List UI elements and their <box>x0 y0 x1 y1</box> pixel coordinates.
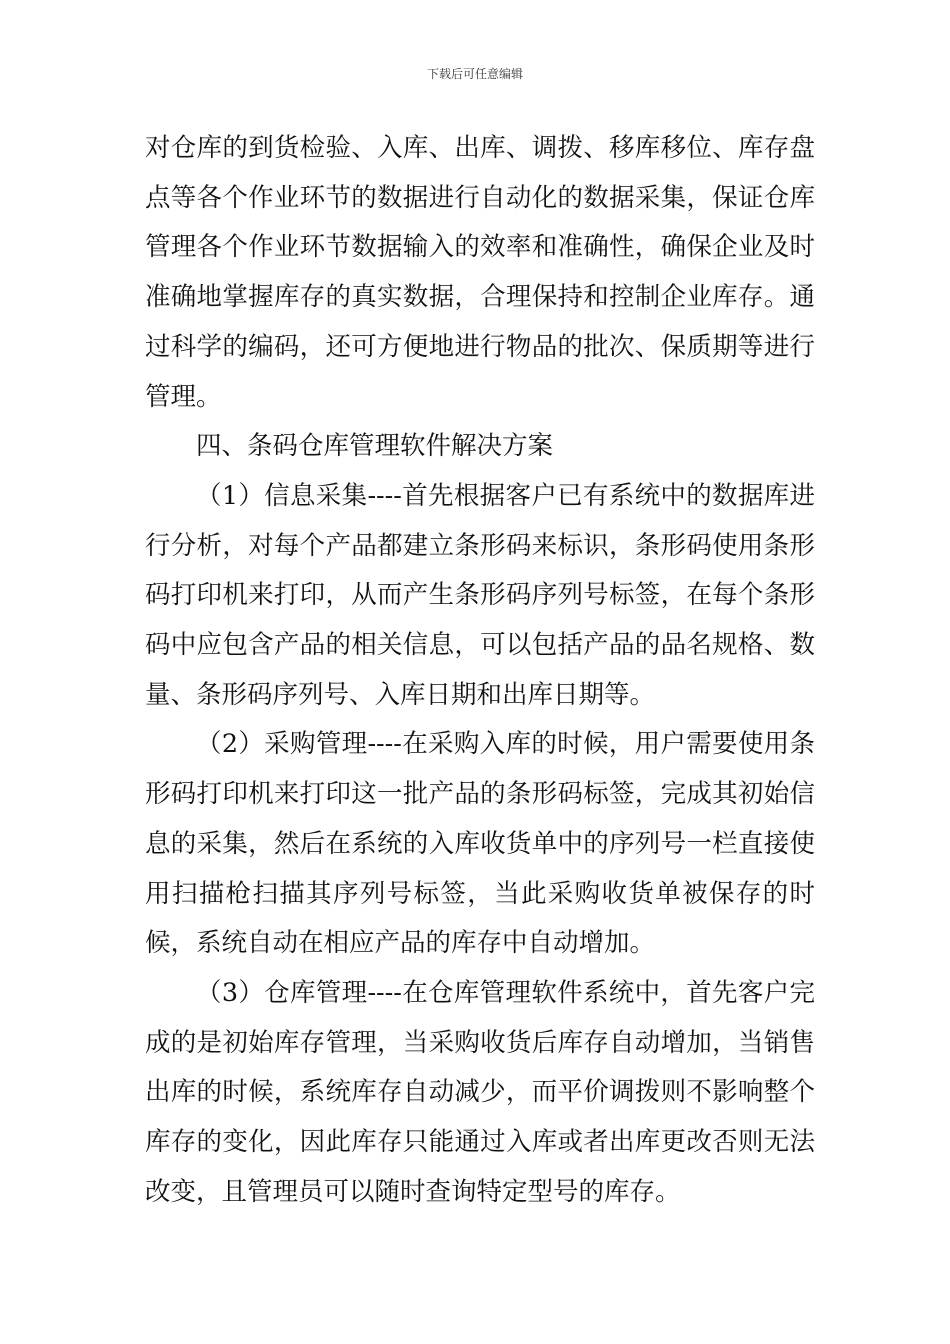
paragraph-item-1: （1）信息采集----首先根据客户已有系统中的数据库进行分析，对每个产品都建立条形码来标识，条形码使用条形码打印机来打印，从而产生条形码序列号标签，在每个条形码中应包含产品的相关信息，可以包括产品的品名规格、数量、条形码序列号、入库日期和出库日期等。 <box>145 480 815 710</box>
section-heading: 四、条码仓库管理软件解决方案 <box>196 431 554 462</box>
paragraph-intro: 对仓库的到货检验、入库、出库、调拨、移库移位、库存盘点等各个作业环节的数据进行自动化的数据采集，保证仓库管理各个作业环节数据输入的效率和准确性，确保企业及时准确地掌握库存的真实数据，合理保持和控制企业库存。通过科学的编码，还可方便地进行物品的批次、保质期等进行管理。 <box>145 133 815 412</box>
page-header: 下载后可任意编辑 <box>426 67 523 81</box>
paragraph-item-2: （2）采购管理----在采购入库的时候，用户需要使用条形码打印机来打印这一批产品的条形码标签，完成其初始信息的采集，然后在系统的入库收货单中的序列号一栏直接使用扫描枪扫描其序列号标签，当此采购收货单被保存的时候，系统自动在相应产品的库存中自动增加。 <box>145 729 815 959</box>
paragraph-item-3: （3）仓库管理----在仓库管理软件系统中，首先客户完成的是初始库存管理，当采购收货后库存自动增加，当销售出库的时候，系统库存自动减少，而平价调拨则不影响整个库存的变化，因此库存只能通过入库或者出库更改否则无法改变，且管理员可以随时查询特定型号的库存。 <box>145 977 815 1207</box>
document-body <box>145 124 815 1217</box>
